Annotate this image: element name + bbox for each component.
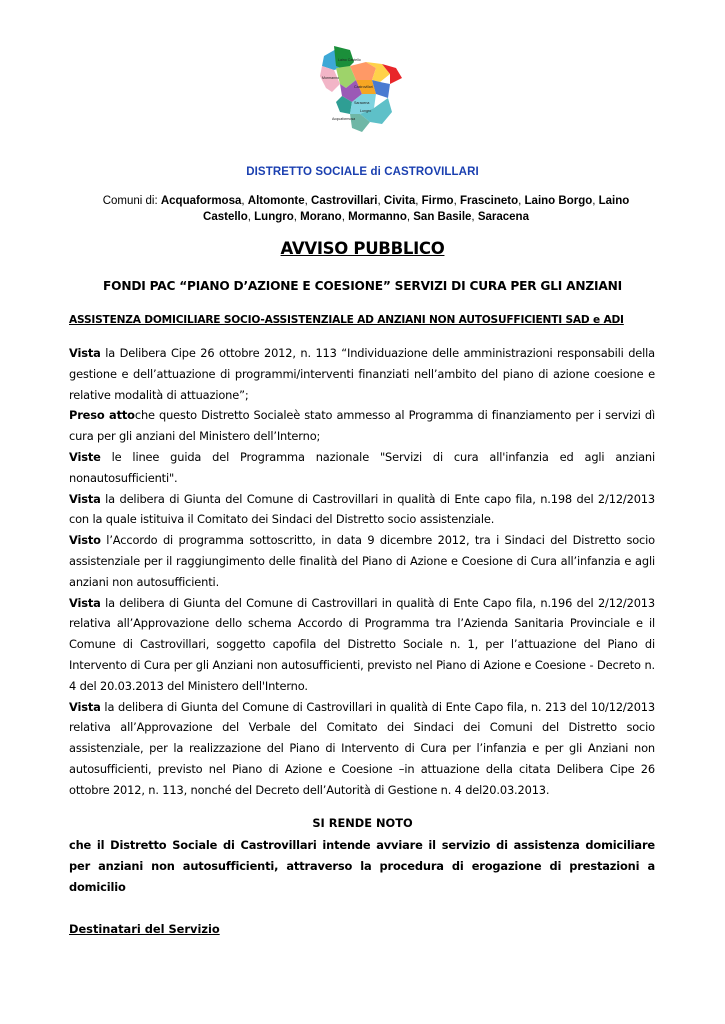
paragraph-text: la delibera di Giunta del Comune di Castrovillari in qualità di Ente Capo fila, n.196 del 2/12/2013 relativa all’Approvazione dello schema Accordo di Programma tra l’Azienda Sanitaria Provinciale e il Comune di Castrovillari, soggetto capofila del Distretto Sociale n. 1, per l’attuazione del Piano di Intervento di Cura per gli Anziani non autosufficienti, previsto nel Piano di Azione e Coesione - Decreto n. 4 del 20.03.2013 del Ministero dell'Interno. xyxy=(69,595,655,693)
body-paragraph xyxy=(69,530,655,592)
paragraph-text: la delibera di Giunta del Comune di Castrovillari in qualità di Ente capo fila, n.198 del 2/12/2013 con la quale istituiva il Comitato dei Sindaci del Distretto socio assistenziale. xyxy=(69,491,655,527)
paragraph-text: le linee guida del Programma nazionale "Servizi di cura all'infanzia ed agli anziani nonautosufficienti". xyxy=(69,449,655,485)
page-title: AVVISO PUBBLICO xyxy=(280,239,445,258)
body-paragraph xyxy=(69,343,655,405)
comune-name: San Basile xyxy=(413,211,472,223)
logo-label-castrovillari: Castrovillari xyxy=(354,85,373,89)
section-heading: ASSISTENZA DOMICILIARE SOCIO-ASSISTENZIALE AD ANZIANI NON AUTOSUFFICIENTI SAD e ADI xyxy=(69,314,624,326)
body-paragraph xyxy=(69,489,655,531)
comune-name: Saracena xyxy=(477,211,529,223)
body-paragraph xyxy=(69,593,655,697)
paragraph-lead: Viste xyxy=(69,449,101,464)
comune-name: Lungro xyxy=(254,211,294,223)
notice-text: che il Distretto Sociale di Castrovillari intende avviare il servizio di assistenza domiciliare per anziani non autosufficienti, attraverso la procedura di erogazione di prestazioni a domicilio xyxy=(69,838,655,894)
comune-name: Morano xyxy=(300,211,342,223)
district-title: DISTRETTO SOCIALE di CASTROVILLARI xyxy=(246,166,479,178)
destinatari-heading: Destinatari del Servizio xyxy=(69,922,220,936)
body-text xyxy=(69,343,655,801)
comune-name: Frascineto xyxy=(459,195,519,207)
body-paragraph xyxy=(69,697,655,801)
paragraph-text: che questo Distretto Socialeè stato ammesso al Programma di finanziamento per i servizi dì cura per gli anziani del Ministero dell’Interno; xyxy=(69,408,655,444)
comune-name: Mormanno xyxy=(348,211,407,223)
comuni-list: Comuni di: Acquaformosa, Altomonte, Castrovillari, Civita, Firmo, Frascineto, Laino Borgo, Laino Castello, Lungro, Morano, Mormanno, San Basile, Saracena xyxy=(102,195,630,223)
page-subtitle: FONDI PAC “PIANO D’AZIONE E COESIONE” SERVIZI DI CURA PER GLI ANZIANI xyxy=(103,279,622,293)
comune-name: Laino Borgo xyxy=(524,195,593,207)
logo-label-lungro: Lungro xyxy=(360,109,372,113)
logo-label-saracena: Saracena xyxy=(354,101,370,105)
comune-name: Acquaformosa xyxy=(160,195,242,207)
paragraph-text: la Delibera Cipe 26 ottobre 2012, n. 113 “Individuazione delle amministrazioni responsabili della gestione e dell’attuazione di programmi/interventi finanziati nell’ambito del piano di azione coesione e relative modalità di attuazione”; xyxy=(69,346,655,402)
comune-name: Altomonte xyxy=(247,195,305,207)
logo-label-mormanno: Mormanno xyxy=(322,76,340,80)
body-paragraph xyxy=(69,447,655,489)
comune-name: Civita xyxy=(383,195,416,207)
body-paragraph xyxy=(69,405,655,447)
comune-name: Castrovillari xyxy=(311,195,378,207)
paragraph-lead: Vista xyxy=(69,346,101,360)
logo-label-acquaformosa: Acquaformosa xyxy=(332,117,356,121)
paragraph-lead: Vista xyxy=(69,595,101,610)
district-map-logo xyxy=(310,44,414,140)
paragraph-lead: Vista xyxy=(69,491,101,506)
comuni-prefix: Comuni di: xyxy=(102,195,158,207)
paragraph-lead: Vista xyxy=(69,699,101,714)
logo-label-laino-castello: Laino Castello xyxy=(338,58,361,62)
paragraph-text: la delibera di Giunta del Comune di Castrovillari in qualità di Ente Capo fila, n. 213 del 10/12/2013 relativa all’Approvazione del Verbale del Comitato dei Sindaci dei Comuni del Distretto socio assistenziale, per la realizzazione del Piano di Intervento di Cura per l’infanzia e per gli Anziani non autosufficienti, previsto nel Piano di Azione e Coesione –in attuazione della citata Delibera Cipe 26 ottobre 2012, n. 113, nonché del Decreto dell’Autorità di Gestione n. 4 del20.03.2013. xyxy=(69,699,655,797)
paragraph-lead: Preso atto xyxy=(69,408,135,423)
rende-noto-heading: SI RENDE NOTO xyxy=(312,816,413,830)
comune-name: Laino Castello xyxy=(203,195,630,223)
paragraph-lead: Visto xyxy=(69,533,101,548)
paragraph-text: l’Accordo di programma sottoscritto, in data 9 dicembre 2012, tra i Sindaci del Distretto socio assistenziale per il raggiungimento delle finalità del Piano di Azione e Coesione di Cura all’infanzia e agli anziani non autosufficienti. xyxy=(69,533,655,589)
comune-name: Firmo xyxy=(421,195,454,207)
